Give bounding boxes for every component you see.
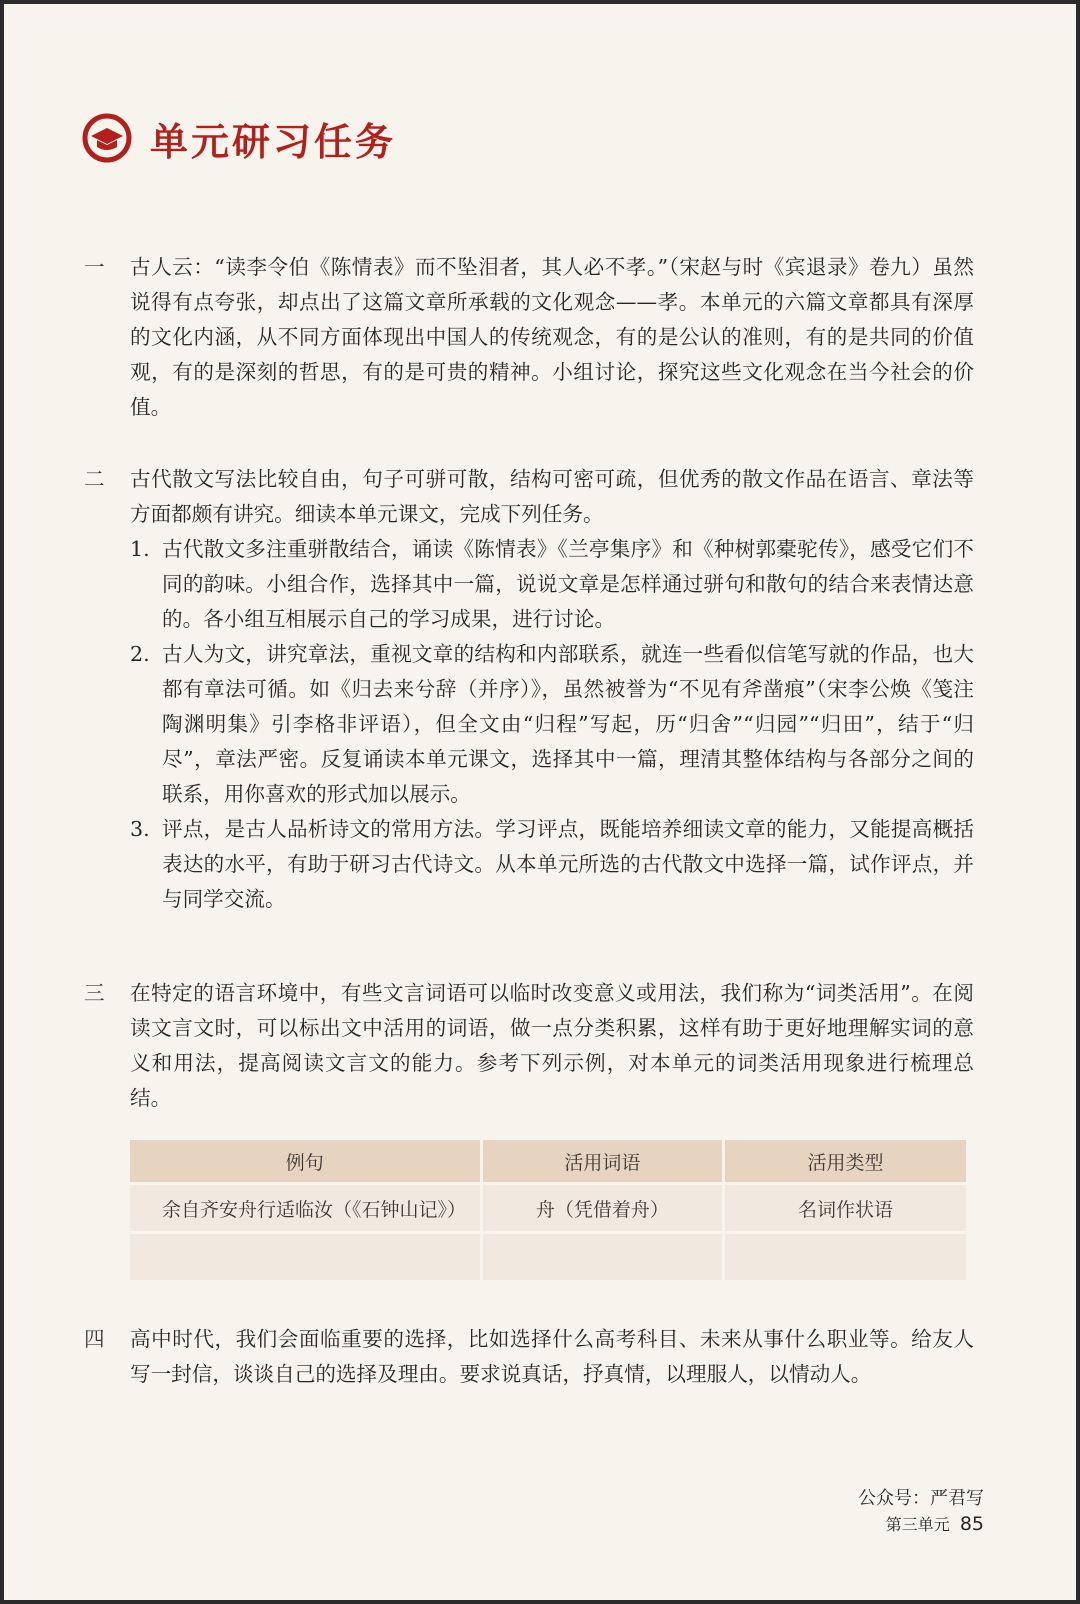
table-row [130,1184,966,1233]
table-cell-empty [481,1233,723,1281]
section-title: 单元研习任务 [150,119,397,164]
subtask-2 [130,637,974,812]
task-number: 二 [84,467,105,491]
subtask-text: 评点，是古人品析诗文的常用方法。学习评点，既能培养细读文章的能力，又能提高概括表达的水平，有助于研习古代诗文。从本单元所选的古代散文中选择一篇，试作评点，并与同学交流。 [162,817,974,911]
column-header: 活用词语 [481,1140,723,1184]
subtask-number: 2. [130,642,150,666]
task-3 [84,976,974,1116]
subtask-text: 古人为文，讲究章法，重视文章的结构和内部联系，就连一些看似信笔写就的作品，也大都有章法可循。如《归去来兮辞（并序）》，虽然被誉为“不见有斧凿痕”（宋李公焕《笺注陶渊明集》引李格非评语），但全文由“归程”写起，历“归舍”“归园”“归田”，结于“归尽”，章法严密。反复诵读本单元课文，选择其中一篇，理清其整体结构与各部分之间的联系，用你喜欢的形式加以展示。 [162,642,974,806]
column-header: 活用类型 [724,1140,966,1184]
unit-label: 第三单元 [885,1515,950,1534]
task-2 [84,462,974,917]
task-4 [84,1322,974,1392]
page-number: 85 [959,1513,984,1535]
task-text: 古代散文写法比较自由，句子可骈可散，结构可密可疏，但优秀的散文作品在语言、章法等方面都颇有讲究。细读本单元课文，完成下列任务。 [130,467,974,526]
section-header [82,106,396,170]
account-label: 公众号：严君写 [858,1488,984,1509]
task-number: 四 [84,1327,105,1351]
table-cell: 舟（凭借着舟） [481,1184,723,1233]
word-usage-table [130,1140,966,1272]
example-table [130,1140,966,1280]
subtask-text: 古代散文多注重骈散结合，诵读《陈情表》《兰亭集序》和《种树郭橐驼传》，感受它们不同的韵味。小组合作，选择其中一篇，说说文章是怎样通过骈句和散句的结合来表情达意的。各小组互相展示自己的学习成果，进行讨论。 [162,537,974,631]
page-footer [858,1484,984,1535]
table-cell: 余自齐安舟行适临汝（《石钟山记》） [130,1184,481,1233]
graduation-cap-icon [82,113,132,163]
task-text: 高中时代，我们会面临重要的选择，比如选择什么高考科目、未来从事什么职业等。给友人写一封信，谈谈自己的选择及理由。要求说真话，抒真情，以理服人，以情动人。 [130,1327,974,1386]
task-text: 古人云：“读李令伯《陈情表》而不坠泪者，其人必不孝。”（宋赵与时《宾退录》卷九）虽然说得有点夸张，却点出了这篇文章所承载的文化观念——孝。本单元的六篇文章都具有深厚的文化内涵，从不同方面体现出中国人的传统观念，有的是公认的准则，有的是共同的价值观，有的是深刻的哲思，有的是可贵的精神。小组讨论，探究这些文化观念在当今社会的价值。 [130,255,974,419]
task-text: 在特定的语言环境中，有些文言词语可以临时改变意义或用法，我们称为“词类活用”。在阅读文言文时，可以标出文中活用的词语，做一点分类积累，这样有助于更好地理解实词的意义和用法，提高阅读文言文的能力。参考下列示例，对本单元的词类活用现象进行梳理总结。 [130,981,974,1110]
page-info [858,1512,984,1535]
table-row-empty [130,1233,966,1281]
task-number: 一 [84,255,105,279]
subtask-number: 1. [130,537,150,561]
table-cell-empty [724,1233,966,1281]
subtask-1 [130,532,974,637]
task-number: 三 [84,981,105,1005]
task-1 [84,250,974,425]
table-cell: 名词作状语 [724,1184,966,1233]
table-header-row [130,1140,966,1184]
subtask-3 [130,812,974,917]
table-cell-empty [130,1233,481,1281]
subtask-number: 3. [130,817,150,841]
column-header: 例句 [130,1140,481,1184]
